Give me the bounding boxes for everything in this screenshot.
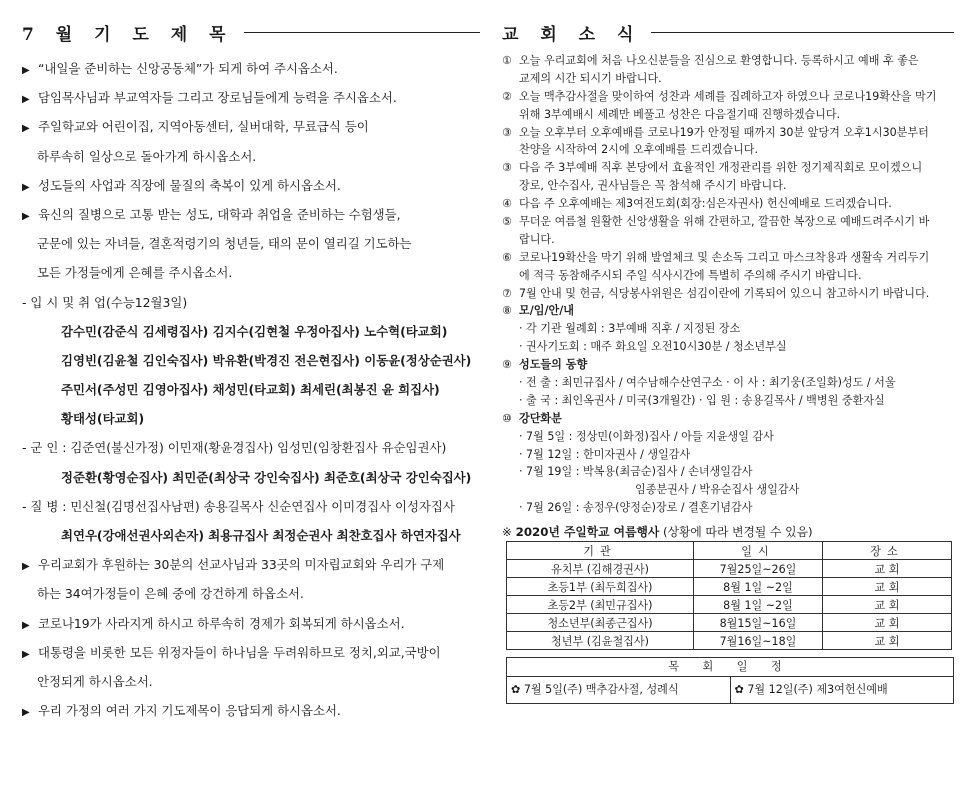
prayer-line-text: 육신의 질병으로 고통 받는 성도, 대학과 취업을 준비하는 수험생들, (38, 206, 401, 222)
prayer-line-text: 감수민(감준식 김세령집사) 김지수(김현철 우정아집사) 노수혁(타교회) (61, 323, 448, 339)
news-line (502, 374, 954, 392)
news-line (502, 267, 954, 285)
bullet-icon: ▶ (22, 123, 30, 135)
prayer-line-text: 담임목사님과 부교역자들 그리고 장로님들에게 능력을 주시옵소서. (38, 90, 397, 106)
news-number: ⑧ (502, 304, 512, 318)
news-line (502, 52, 954, 70)
news-number: ⑤ (502, 215, 512, 229)
news-line (502, 356, 954, 374)
prayer-line (22, 346, 480, 375)
prayer-line (22, 463, 480, 492)
news-line (502, 410, 954, 428)
prayer-line (22, 54, 480, 83)
events-title-main: 2020년 주일학교 여름행사 (515, 525, 660, 540)
place-cell: 교 회 (823, 560, 952, 578)
flower-icon: ✿ (511, 683, 521, 697)
schedule-row (507, 677, 953, 703)
schedule-box (506, 657, 954, 704)
bullet-icon: ▶ (22, 210, 30, 222)
place-cell: 교 회 (823, 632, 952, 650)
news-line (502, 499, 954, 517)
prayer-line (22, 550, 480, 579)
org-cell: 청소년부(최종근집사) (507, 614, 694, 632)
news-line-text: 교제의 시간 되시기 바랍니다. (519, 71, 662, 85)
col-header-date: 일시 (694, 542, 823, 560)
news-line-text: · 7월 5일 : 정상민(이화정)집사 / 아들 지윤생일 감사 (519, 429, 774, 443)
prayer-line-text: 주민서(주성민 김영아집사) 채성민(타교회) 최세린(최봉진 윤 희집사) (61, 382, 440, 398)
news-line (502, 392, 954, 410)
prayer-line (22, 317, 480, 346)
col-header-place: 장소 (823, 542, 952, 560)
prayer-title: 7 월 기 도 제 목 (22, 24, 234, 45)
news-line (502, 159, 954, 177)
prayer-line (22, 667, 480, 696)
news-line (502, 320, 954, 338)
prayer-line-text: 우리 가정의 여러 가지 기도제목이 응답되게 하시옵소서. (38, 703, 341, 719)
table-row (507, 560, 952, 578)
prayer-line (22, 200, 480, 229)
prayer-line-text: 김영빈(김윤철 김인숙집사) 박유환(박경진 전은현집사) 이동윤(정상순권사) (61, 352, 472, 368)
news-line (502, 446, 954, 464)
news-line (502, 231, 954, 249)
bullet-icon: ▶ (22, 181, 30, 193)
news-number: ⑨ (502, 358, 512, 372)
table-row (507, 578, 952, 596)
flower-icon: ✿ (734, 683, 744, 697)
news-number: ③ (502, 161, 512, 175)
news-number: ⑩ (502, 411, 512, 425)
news-number: ⑥ (502, 250, 512, 264)
prayer-line (22, 375, 480, 404)
news-line-text: 임종분권사 / 박유순집사 생일감사 (635, 483, 800, 497)
prayer-line (22, 112, 480, 141)
place-cell: 교 회 (823, 596, 952, 614)
prayer-line-text: 최연우(강애선권사외손자) 최용규집사 최정순권사 최찬호집사 하연자집사 (61, 528, 461, 543)
news-line (502, 70, 954, 88)
prayer-line (22, 258, 480, 287)
schedule-title: 목 회 일 정 (507, 658, 953, 677)
schedule-item (507, 677, 730, 703)
date-cell: 8월15일~16일 (694, 614, 823, 632)
prayer-line-text: 안정되게 하시옵소서. (37, 673, 153, 689)
date-cell: 8월 1일 ~2일 (694, 596, 823, 614)
news-number: ③ (502, 125, 512, 139)
news-line (502, 463, 954, 481)
news-line (502, 124, 954, 142)
prayer-line (22, 696, 480, 725)
news-number: ② (502, 89, 512, 103)
table-row (507, 632, 952, 650)
table-row (507, 614, 952, 632)
prayer-line (22, 638, 480, 667)
prayer-section (22, 18, 480, 725)
news-line-text: · 각 기관 월례회 : 3부예배 직후 / 지정된 장소 (519, 322, 741, 336)
prayer-line-text: 하는 34여가정들이 은혜 중에 강건하게 하옵소서. (37, 586, 304, 602)
place-cell: 교 회 (823, 578, 952, 596)
prayer-line-text: 황태성(타교회) (61, 411, 145, 427)
prayer-line (22, 433, 480, 462)
prayer-line-text: - 군 인 : 김준연(불신가정) 이민재(황윤경집사) 임성민(임창환집사 유순임권사) (22, 440, 447, 456)
prayer-line (22, 288, 480, 317)
date-cell: 7월16일~18일 (694, 632, 823, 650)
news-line (502, 302, 954, 320)
prayer-line (22, 229, 480, 258)
prayer-list (22, 54, 480, 725)
org-cell: 초등2부 (최민규집사) (507, 596, 694, 614)
news-line (502, 195, 954, 213)
news-subheading: 모/임/안/내 (519, 304, 575, 318)
news-header (502, 18, 954, 46)
title-rule (651, 32, 954, 33)
news-number: ④ (502, 197, 512, 211)
bullet-icon: ▶ (22, 619, 30, 631)
news-line (502, 106, 954, 124)
schedule-text: 7월 5일(주) 맥추감사절, 성례식 (523, 683, 679, 697)
prayer-line-text: “내일을 준비하는 신앙공동체”가 되게 하여 주시옵소서. (38, 61, 338, 76)
news-line (502, 88, 954, 106)
prayer-line (22, 579, 480, 608)
org-cell: 초등1부 (최두희집사) (507, 578, 694, 596)
schedule-text: 7월 12일(주) 제3여헌신예배 (747, 683, 888, 697)
place-cell: 교 회 (823, 614, 952, 632)
prayer-line-text: 코로나19가 사라지게 하시고 하루속히 경제가 회복되게 하시옵소서. (38, 615, 405, 631)
news-line (502, 481, 954, 499)
news-line (502, 285, 954, 303)
news-line-text: 찬양을 시작하여 2시에 오후예배를 드리겠습니다. (519, 143, 759, 157)
prayer-line-text: 성도들의 사업과 직장에 물질의 축복이 있게 하시옵소서. (38, 177, 341, 193)
bullet-icon: ▶ (22, 707, 30, 719)
news-line-text: 오늘 맥추감사절을 맞이하여 성찬과 세례를 집례하고자 하였으나 코로나19확산을 막기 (519, 89, 937, 103)
prayer-line-text: 군문에 있는 자녀들, 결혼적령기의 청년들, 태의 문이 열리길 기도하는 (37, 236, 412, 252)
prayer-line-text: 모든 가정들에게 은혜를 주시옵소서. (37, 265, 233, 281)
news-subheading: 강단화분 (519, 411, 562, 425)
events-title (502, 523, 954, 541)
news-line (502, 213, 954, 231)
date-cell: 7월25일~26일 (694, 560, 823, 578)
prayer-line-text: 대통령을 비롯한 모든 위정자들이 하나님을 두려워하므로 정치,외교,국방이 (38, 644, 441, 660)
news-title: 교 회 소 식 (502, 24, 642, 45)
news-section (502, 18, 954, 704)
prayer-line (22, 404, 480, 433)
news-list (502, 52, 954, 517)
org-cell: 청년부 (김윤철집사) (507, 632, 694, 650)
news-line (502, 141, 954, 159)
bullet-icon: ▶ (22, 65, 30, 76)
org-cell: 유치부 (김해경권사) (507, 560, 694, 578)
prayer-line (22, 83, 480, 112)
news-line-text: 무더운 여름철 원활한 신앙생활을 위해 간편하고, 깔끔한 복장으로 예배드려주시기 바 (519, 215, 930, 229)
news-line-text: 다음 주 오후예배는 제3여전도회(회장:심은자권사) 헌신예배로 드리겠습니다. (519, 197, 892, 211)
events-title-note: (상황에 따라 변경될 수 있음) (663, 525, 813, 540)
news-line-text: 7월 안내 및 헌금, 식당봉사위원은 섬김이란에 기록되어 있으니 참고하시기 바랍니다. (519, 286, 930, 300)
news-line-text: 오늘 우리교회에 처음 나오신분들을 진심으로 환영합니다. 등록하시고 예배 후 좋은 (519, 54, 919, 67)
news-line-text: · 7월 12일 : 한미자권사 / 생일감사 (519, 447, 691, 461)
news-line-text: · 권사기도회 : 매주 화요일 오전10시30분 / 청소년부실 (519, 340, 787, 354)
prayer-line-text: - 입 시 및 취 업(수능12월3일) (22, 294, 188, 310)
news-line-text: 위해 3부예배시 세례만 베풀고 성찬은 다음절기때 진행하겠습니다. (519, 107, 841, 121)
events-header-row (507, 542, 952, 560)
title-rule (244, 32, 480, 33)
prayer-line-text: - 질 병 : 민신철(김명선집사남편) 송용길목사 신순연집사 이미경집사 이성자집사 (22, 498, 455, 514)
news-line-text: · 7월 26일 : 송정우(양정순)장로 / 결혼기념감사 (519, 501, 753, 515)
prayer-line (22, 142, 480, 171)
news-line (502, 249, 954, 267)
news-line-text: 에 적극 동참해주시되 주일 식사시간에 특별히 주의해 주시기 바랍니다. (519, 268, 862, 282)
news-line (502, 428, 954, 446)
schedule-item (730, 677, 954, 703)
bullet-icon: ▶ (22, 648, 30, 660)
prayer-line-text: 우리교회가 후원하는 30분의 선교사님과 33곳의 미자립교회와 우리가 구제 (38, 557, 445, 573)
prayer-line-text: 주일학교와 어린이집, 지역아동센터, 실버대학, 무료급식 등이 (38, 119, 369, 135)
news-number: ⑦ (502, 286, 512, 300)
news-line-text: 코로나19확산을 막기 위해 발열체크 및 손소독 그리고 마스크착용과 생활속 거리두기 (519, 250, 930, 264)
news-line-text: · 7월 19일 : 박복용(최금순)집사 / 손녀생일감사 (519, 465, 753, 479)
prayer-line (22, 492, 480, 521)
news-line (502, 338, 954, 356)
news-subheading: 성도들의 동향 (519, 358, 588, 372)
prayer-line-text: 정준환(황영순집사) 최민준(최상국 강인숙집사) 최준호(최상국 강인숙집사) (61, 469, 472, 485)
prayer-line (22, 521, 480, 550)
prayer-header (22, 18, 480, 46)
news-line-text: · 출 국 : 최인옥권사 / 미국(3개월간) · 입 원 : 송용길목사 / 백병원 중환자실 (519, 393, 885, 407)
bullet-icon: ▶ (22, 561, 30, 573)
prayer-line (22, 609, 480, 638)
prayer-line-text: 하루속히 일상으로 돌아가게 하시옵소서. (37, 148, 257, 164)
news-line-text: · 전 출 : 최민규집사 / 여수남해수산연구소 · 이 사 : 최기웅(조일화)성도 / 서울 (519, 376, 896, 390)
news-line (502, 177, 954, 195)
events-table (506, 541, 952, 650)
news-number: ① (502, 54, 512, 67)
col-header-org: 기관 (507, 542, 694, 560)
note-mark: ※ (502, 525, 512, 540)
news-line-text: 오늘 오후부터 오후예배를 코로나19가 안정될 때까지 30분 앞당겨 오후1시30분부터 (519, 125, 929, 139)
news-line-text: 랍니다. (519, 232, 555, 246)
date-cell: 8월 1일 ~2일 (694, 578, 823, 596)
table-row (507, 596, 952, 614)
news-line-text: 다음 주 3부예배 직후 본당에서 효율적인 개정관리를 위한 정기제직회로 모이겠으니 (519, 161, 923, 175)
prayer-line (22, 171, 480, 200)
news-line-text: 장로, 안수집사, 권사님들은 꼭 참석해 주시기 바랍니다. (519, 179, 787, 193)
bullet-icon: ▶ (22, 94, 30, 106)
